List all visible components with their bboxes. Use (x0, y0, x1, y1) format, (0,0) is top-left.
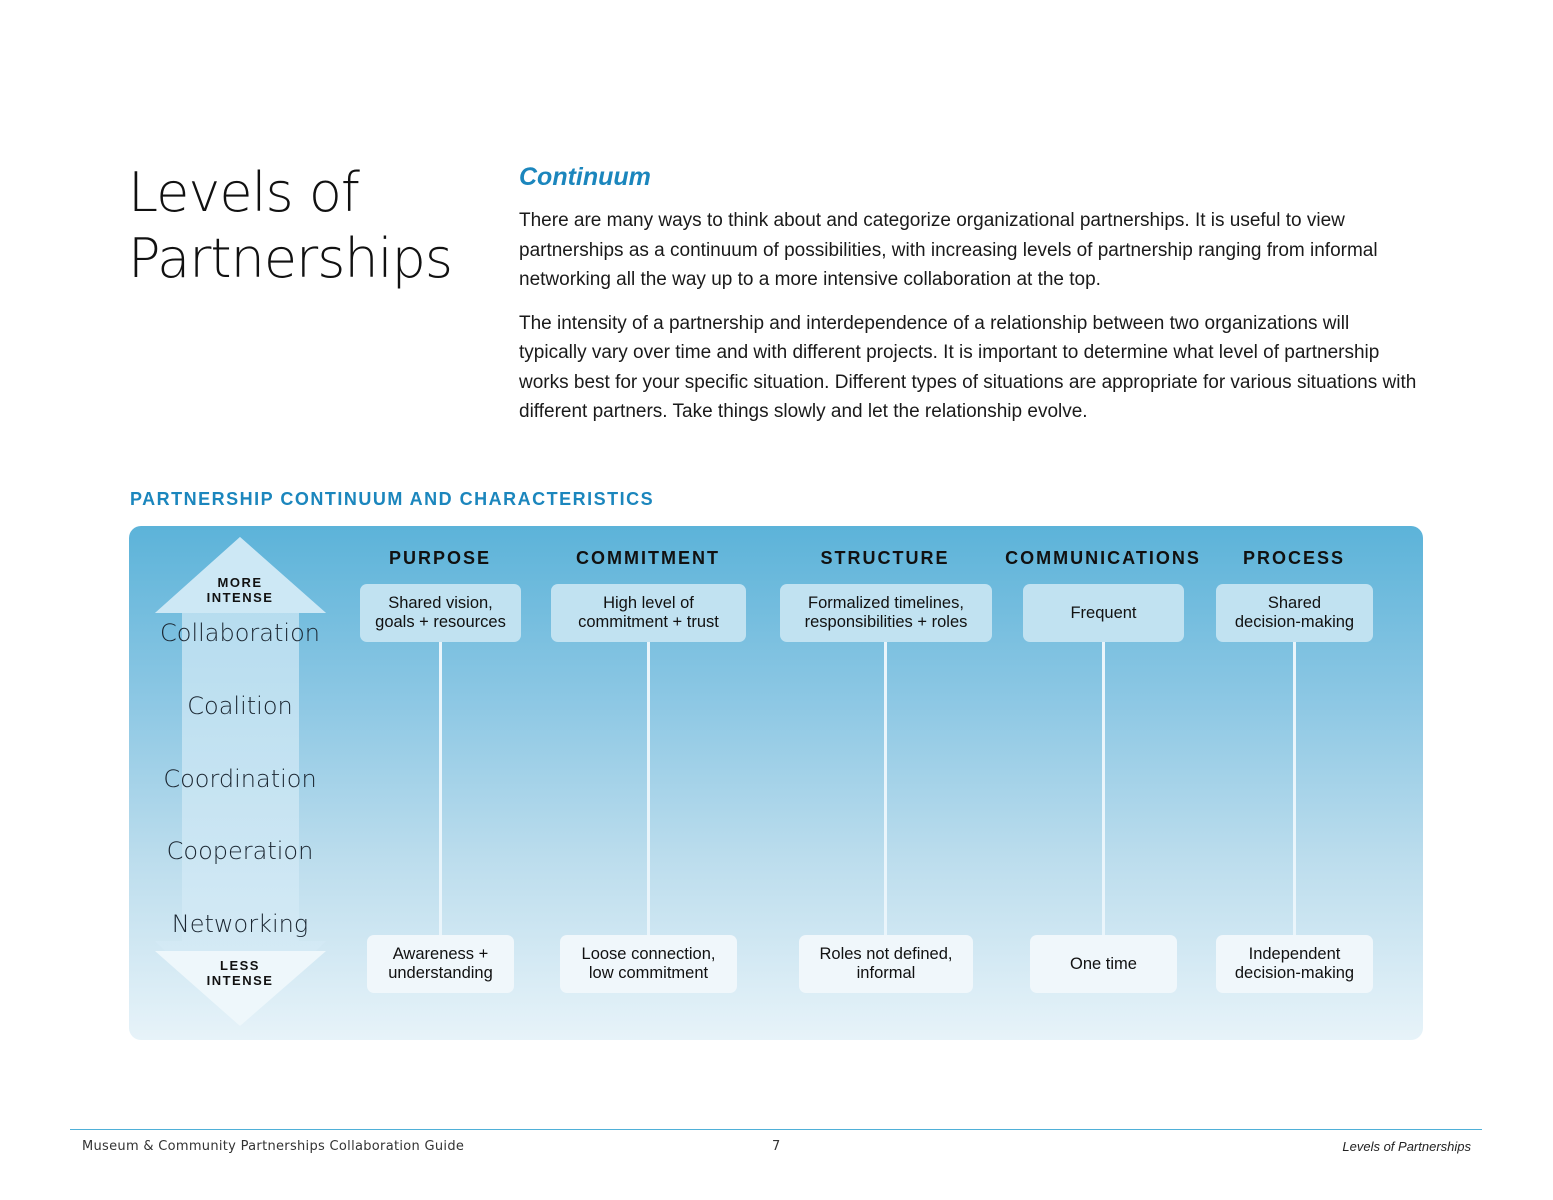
process-top-box: Shared decision-making (1216, 584, 1373, 642)
footer-page-number: 7 (772, 1139, 781, 1154)
page-title-line-1: Levels of (128, 161, 359, 224)
level-networking: Networking (171, 910, 309, 938)
column-header-structure: STRUCTURE (820, 548, 950, 568)
footer-section-title: Levels of Partnerships (1342, 1139, 1471, 1154)
column-line-purpose (439, 642, 442, 935)
column-line-communications (1102, 642, 1105, 935)
column-header-process: PROCESS (1242, 548, 1346, 568)
column-line-process (1293, 642, 1296, 935)
level-coordination: Coordination (163, 765, 317, 793)
figure-title: PARTNERSHIP CONTINUUM AND CHARACTERISTICS (130, 489, 655, 509)
process-bottom-box: Independent decision-making (1216, 935, 1373, 993)
structure-bottom-box: Roles not defined, informal (799, 935, 973, 993)
structure-top-box: Formalized timelines, responsibilities + roles (780, 584, 992, 642)
intro-paragraph-1: There are many ways to think about and categorize organizational partnerships. It is useful to view partnerships as a continuum of possibilities, with increasing levels of partnership ranging from informal networking all the way up to a more intensive collaboration at the top. (519, 210, 1378, 290)
intro-section (519, 163, 1419, 441)
arrow-label-less-intense: LESS INTENSE (206, 958, 274, 988)
column-line-structure (884, 642, 887, 935)
commitment-top-box: High level of commitment + trust (551, 584, 746, 642)
purpose-top-box: Shared vision, goals + resources (360, 584, 521, 642)
page-title-line-2: Partnerships (128, 227, 453, 290)
level-cooperation: Cooperation (166, 837, 314, 865)
column-header-communications: COMMUNICATIONS (1005, 548, 1201, 568)
column-header-purpose: PURPOSE (388, 548, 492, 568)
commitment-bottom-box: Loose connection, low commitment (560, 935, 737, 993)
communications-top-box: Frequent (1023, 584, 1184, 642)
communications-bottom-box: One time (1030, 935, 1177, 993)
intro-heading: Continuum (519, 163, 651, 191)
column-header-commitment: COMMITMENT (576, 548, 720, 568)
page-title (128, 160, 488, 292)
column-line-commitment (647, 642, 650, 935)
level-collaboration: Collaboration (160, 619, 320, 647)
footer-publication-title: Museum & Community Partnerships Collaboration Guide (82, 1139, 465, 1154)
level-coalition: Coalition (187, 692, 293, 720)
intro-paragraph-2: The intensity of a partnership and interdependence of a relationship between two organizations will typically vary over time and with different projects. It is important to determine what level of partnership works best for your specific situation. Different types of situations are appropriate for various situations with different partners. Take things slowly and let the relationship evolve. (519, 312, 1417, 422)
footer-divider (70, 1129, 1482, 1130)
arrow-label-more-intense: MORE INTENSE (206, 575, 274, 605)
continuum-diagram (129, 526, 1423, 1040)
purpose-bottom-box: Awareness + understanding (367, 935, 514, 993)
